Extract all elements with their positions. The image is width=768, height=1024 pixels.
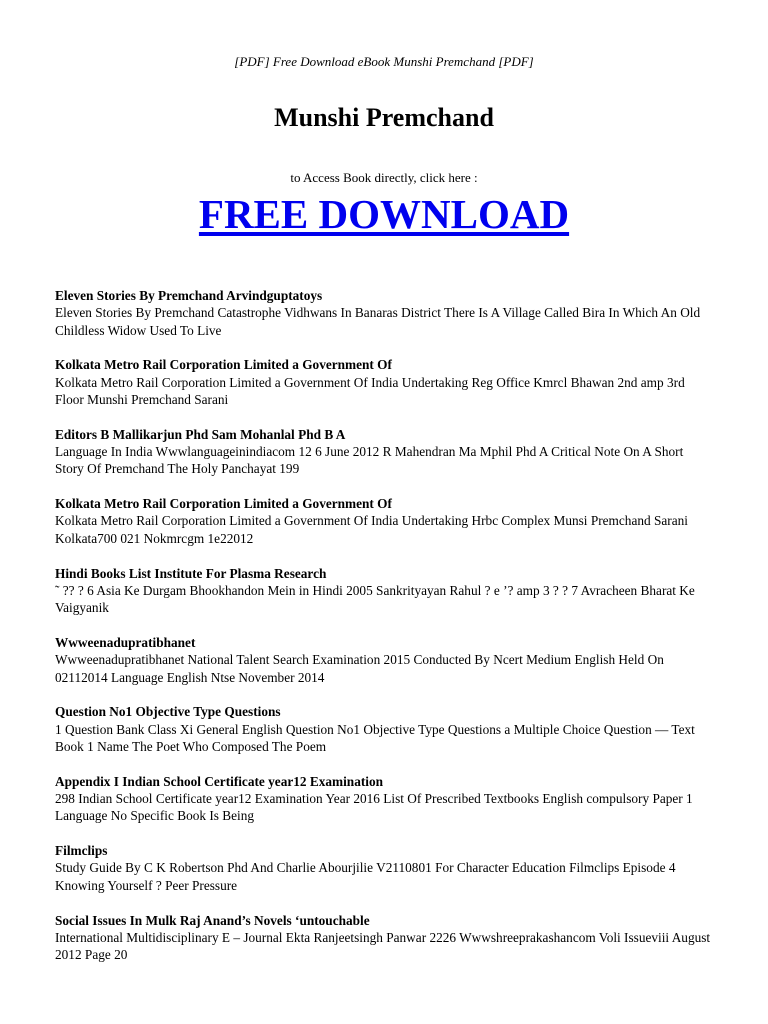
list-item [55,912,715,964]
entry-title: Filmclips [55,843,108,859]
pdf-header-line: [PDF] Free Download eBook Munshi Premchand [PDF] [234,54,534,69]
list-item [55,356,715,408]
list-item [55,773,715,825]
download-container [0,190,768,238]
entry-description: ˜ ?? ? 6 Asia Ke Durgam Bhookhandon Mein in Hindi 2005 Sankrityayan Rahul ? e ’? amp 3 ? ? 7 Avracheen Bharat Ke Vaigyanik [55,582,695,616]
list-item [55,703,715,755]
entry-description: Eleven Stories By Premchand Catastrophe Vidhwans In Banaras District There Is A Village Called Bira In Which An Old Childless Widow Used To Live [55,305,701,338]
page-title: Munshi Premchand [274,103,494,132]
list-item [55,842,715,894]
entry-description: Language In India Wwwlanguageinindiacom 12 6 June 2012 R Mahendran Ma Mphil Phd A Critical Note On A Short Story Of Premchand The Holy Panchayat 199 [55,444,684,477]
entry-title: Hindi Books List Institute For Plasma Research [55,565,327,581]
access-instruction: to Access Book directly, click here : [290,170,478,185]
entry-description: Kolkata Metro Rail Corporation Limited a Government Of India Undertaking Hrbc Complex Munsi Premchand Sarani Kolkata700 021 Nokmrcgm 1e22012 [55,513,688,546]
entry-title: Editors B Mallikarjun Phd Sam Mohanlal Phd B A [55,426,346,442]
entry-description: 298 Indian School Certificate year12 Examination Year 2016 List Of Prescribed Textbooks English compulsory Paper 1 Language No Specific Book Is Being [55,791,693,824]
entry-description: Wwweenadupratibhanet National Talent Search Examination 2015 Conducted By Ncert Medium English Held On 02112014 Language English Ntse November 2014 [55,652,664,685]
entry-title: Appendix I Indian School Certificate year12 Examination [55,773,384,789]
list-item [55,426,715,478]
entry-description: Kolkata Metro Rail Corporation Limited a Government Of India Undertaking Reg Office Kmrcl Bhawan 2nd amp 3rd Floor Munshi Premchand Sarani [55,374,685,407]
entry-title: Wwweenadupratibhanet [55,634,196,650]
list-item [55,495,715,547]
entry-title: Eleven Stories By Premchand Arvindguptatoys [55,288,323,303]
entry-title: Social Issues In Mulk Raj Anand’s Novels ‘untouchable [55,912,370,928]
list-item [55,287,715,339]
list-item [55,565,715,617]
entry-description: 1 Question Bank Class Xi General English Question No1 Objective Type Questions a Multiple Choice Question — Text Book 1 Name The Poet Who Composed The Poem [55,721,695,754]
entry-list [55,287,715,981]
free-download-link[interactable]: FREE DOWNLOAD [198,191,570,237]
list-item [55,634,715,686]
entry-title: Kolkata Metro Rail Corporation Limited a Government Of [55,357,392,373]
entry-title: Kolkata Metro Rail Corporation Limited a Government Of [55,496,392,512]
entry-description: Study Guide By C K Robertson Phd And Charlie Abourjilie V2110801 For Character Education Filmclips Episode 4 Knowing Yourself ? Peer Pressure [55,860,676,893]
entry-title: Question No1 Objective Type Questions [55,704,281,720]
entry-description: International Multidisciplinary E – Journal Ekta Ranjeetsingh Panwar 2226 Wwwshreeprakashancom Voli Issueviii August 2012 Page 20 [55,929,711,963]
